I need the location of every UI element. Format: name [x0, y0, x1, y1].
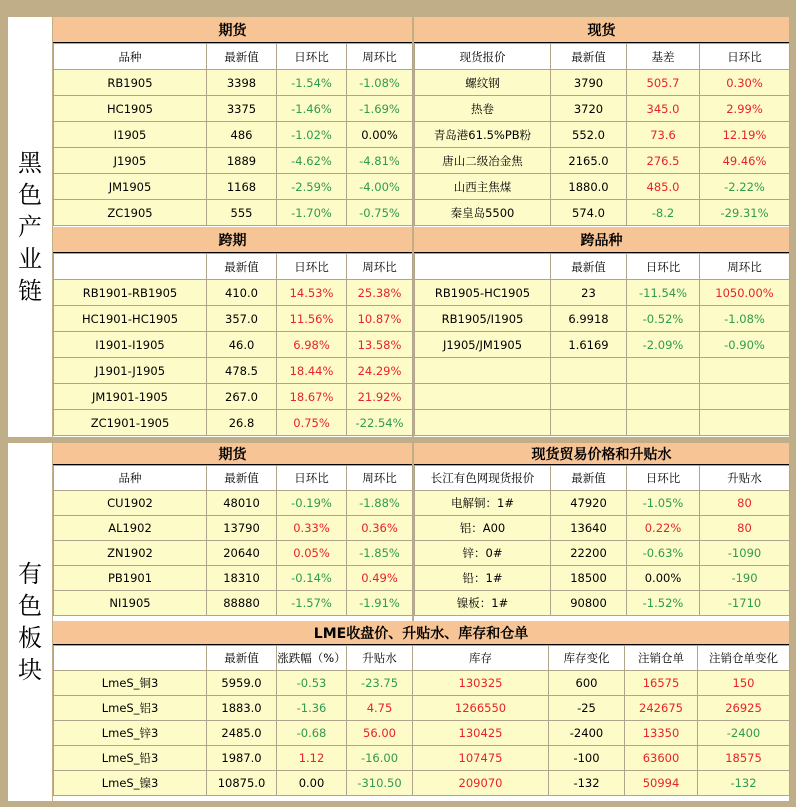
table-cell: 276.5	[627, 148, 700, 174]
table-cell: -190	[700, 566, 790, 591]
column-header-row	[415, 466, 790, 491]
table-row	[54, 566, 413, 591]
table-cell: 18575	[698, 746, 790, 771]
table-cell	[700, 410, 790, 436]
column-header: 周环比	[347, 466, 413, 491]
table-cell: -0.53	[277, 671, 347, 696]
table-cell: 90800	[551, 591, 627, 616]
column-header: 最新值	[207, 646, 277, 671]
table-cell: -2.22%	[700, 174, 790, 200]
column-header: 升贴水	[347, 646, 413, 671]
table-cell: 秦皇岛5500	[415, 200, 551, 226]
table-row	[54, 384, 413, 410]
column-header: 日环比	[277, 466, 347, 491]
column-header: 升贴水	[700, 466, 790, 491]
table-cell: -0.19%	[277, 491, 347, 516]
table-cell: J1901-J1905	[54, 358, 207, 384]
side-label-char: 块	[18, 656, 42, 684]
side-label-char: 色	[18, 592, 42, 620]
column-header: 周环比	[347, 254, 413, 280]
table-cell: 0.00	[277, 771, 347, 796]
table-cell: -1.52%	[627, 591, 700, 616]
table-cell	[415, 384, 551, 410]
table-cell: 21.92%	[347, 384, 413, 410]
column-header	[415, 254, 551, 280]
table-cell: -1.02%	[277, 122, 347, 148]
table-cell: 0.22%	[627, 516, 700, 541]
table-cell: -1.57%	[277, 591, 347, 616]
cross-variety-section-title: 跨品种	[414, 227, 789, 253]
table-cell: -22.54%	[347, 410, 413, 436]
table-row	[54, 721, 790, 746]
table-cell	[627, 410, 700, 436]
table-cell: 25.38%	[347, 280, 413, 306]
table-cell: NI1905	[54, 591, 207, 616]
nonferrous-futures-table	[53, 465, 413, 616]
table-cell: 478.5	[207, 358, 277, 384]
table-cell: 11.56%	[277, 306, 347, 332]
table-cell: HC1901-HC1905	[54, 306, 207, 332]
table-cell: 6.98%	[277, 332, 347, 358]
table-cell: 12.19%	[700, 122, 790, 148]
table-cell: -1.91%	[347, 591, 413, 616]
table-cell: 0.49%	[347, 566, 413, 591]
table-cell: 13350	[625, 721, 698, 746]
table-cell: -0.14%	[277, 566, 347, 591]
table-cell: 46.0	[207, 332, 277, 358]
table-cell: 80	[700, 516, 790, 541]
column-header: 最新值	[207, 254, 277, 280]
table-cell: 13640	[551, 516, 627, 541]
lme-section-title: LME收盘价、升贴水、库存和仓单	[53, 621, 789, 645]
table-cell: 267.0	[207, 384, 277, 410]
table-cell: 锌：0#	[415, 541, 551, 566]
table-cell: -1.85%	[347, 541, 413, 566]
table-cell: PB1901	[54, 566, 207, 591]
table-cell: -16.00	[347, 746, 413, 771]
column-header-row	[54, 254, 413, 280]
side-label-char: 产	[18, 213, 42, 241]
table-cell: -1.54%	[277, 70, 347, 96]
column-header: 库存	[413, 646, 549, 671]
table-cell: -1710	[700, 591, 790, 616]
table-cell: 铅：1#	[415, 566, 551, 591]
table-cell: 3375	[207, 96, 277, 122]
side-label-char: 黑	[18, 149, 42, 177]
table-cell: 2.99%	[700, 96, 790, 122]
column-header: 周环比	[347, 44, 413, 70]
column-header: 日环比	[700, 44, 790, 70]
table-cell: 13.58%	[347, 332, 413, 358]
column-header: 日环比	[277, 254, 347, 280]
table-row	[415, 332, 790, 358]
table-cell: J1905/JM1905	[415, 332, 551, 358]
table-cell: -1.70%	[277, 200, 347, 226]
table-cell: 485.0	[627, 174, 700, 200]
column-header: 最新值	[207, 44, 277, 70]
table-row	[415, 306, 790, 332]
table-cell: 18.67%	[277, 384, 347, 410]
table-row	[54, 671, 790, 696]
column-header: 日环比	[627, 466, 700, 491]
table-cell: 150	[698, 671, 790, 696]
table-cell: 80	[700, 491, 790, 516]
table-row	[54, 591, 413, 616]
table-cell: -2.59%	[277, 174, 347, 200]
table-cell: 镍板：1#	[415, 591, 551, 616]
nonferrous-side-label	[8, 443, 52, 801]
table-cell: 24.29%	[347, 358, 413, 384]
table-cell: 49.46%	[700, 148, 790, 174]
column-header: 最新值	[207, 466, 277, 491]
table-row	[54, 148, 413, 174]
table-cell: 热卷	[415, 96, 551, 122]
table-cell: ZN1902	[54, 541, 207, 566]
table-cell: -2400	[549, 721, 625, 746]
table-cell: LmeS_铜3	[54, 671, 207, 696]
column-header: 日环比	[627, 254, 700, 280]
table-cell: HC1905	[54, 96, 207, 122]
table-cell: I1905	[54, 122, 207, 148]
table-cell: 26.8	[207, 410, 277, 436]
table-cell: 107475	[413, 746, 549, 771]
side-label-char: 业	[18, 245, 42, 273]
table-cell: ZC1905	[54, 200, 207, 226]
table-cell: 螺纹钢	[415, 70, 551, 96]
nonferrous-spot-table	[414, 465, 790, 616]
column-header-row	[54, 646, 790, 671]
table-row	[415, 358, 790, 384]
nonferrous-block	[0, 437, 796, 807]
table-cell: 130325	[413, 671, 549, 696]
table-cell: 73.6	[627, 122, 700, 148]
table-cell: CU1902	[54, 491, 207, 516]
column-header: 周环比	[700, 254, 790, 280]
table-cell: -4.62%	[277, 148, 347, 174]
table-row	[415, 280, 790, 306]
table-cell: 2165.0	[551, 148, 627, 174]
table-row	[415, 174, 790, 200]
table-row	[54, 96, 413, 122]
table-cell: RB1905	[54, 70, 207, 96]
table-cell: 600	[549, 671, 625, 696]
column-header: 最新值	[551, 466, 627, 491]
table-row	[415, 70, 790, 96]
table-cell: 6.9918	[551, 306, 627, 332]
nf-spot-section-title: 现货贸易价格和升贴水	[414, 443, 789, 465]
table-cell: RB1901-RB1905	[54, 280, 207, 306]
column-header-row	[54, 44, 413, 70]
table-cell: 1050.00%	[700, 280, 790, 306]
column-header-row	[54, 466, 413, 491]
table-cell: LmeS_铝3	[54, 696, 207, 721]
table-cell: 47920	[551, 491, 627, 516]
lme-table	[53, 645, 790, 796]
table-cell: JM1905	[54, 174, 207, 200]
table-cell: 0.33%	[277, 516, 347, 541]
table-cell: I1901-I1905	[54, 332, 207, 358]
table-cell: 1883.0	[207, 696, 277, 721]
table-cell: 1168	[207, 174, 277, 200]
table-row	[54, 491, 413, 516]
table-cell: 574.0	[551, 200, 627, 226]
table-cell: 电解铜：1#	[415, 491, 551, 516]
nonferrous-tables	[53, 443, 789, 801]
table-row	[54, 516, 413, 541]
column-header: 注销仓单	[625, 646, 698, 671]
table-row	[54, 332, 413, 358]
table-cell: 88880	[207, 591, 277, 616]
table-cell: 242675	[625, 696, 698, 721]
table-row	[54, 122, 413, 148]
table-cell: LmeS_铅3	[54, 746, 207, 771]
column-header-row	[415, 254, 790, 280]
nf-futures-section-title: 期货	[53, 443, 412, 465]
table-cell: 1987.0	[207, 746, 277, 771]
table-cell: 青岛港61.5%PB粉	[415, 122, 551, 148]
table-row	[415, 384, 790, 410]
table-cell: -0.90%	[700, 332, 790, 358]
table-cell: 505.7	[627, 70, 700, 96]
table-cell: AL1902	[54, 516, 207, 541]
table-row	[415, 122, 790, 148]
table-cell: 2485.0	[207, 721, 277, 746]
table-cell: 209070	[413, 771, 549, 796]
table-cell	[700, 358, 790, 384]
table-row	[54, 771, 790, 796]
table-cell: -4.81%	[347, 148, 413, 174]
table-row	[54, 696, 790, 721]
table-cell: -310.50	[347, 771, 413, 796]
table-cell: -1.08%	[347, 70, 413, 96]
column-header: 品种	[54, 466, 207, 491]
table-cell: 357.0	[207, 306, 277, 332]
side-label-char: 链	[18, 277, 42, 305]
column-header: 最新值	[551, 44, 627, 70]
table-cell: -1.46%	[277, 96, 347, 122]
table-cell: 0.00%	[627, 566, 700, 591]
table-cell	[415, 410, 551, 436]
table-cell: 16575	[625, 671, 698, 696]
table-cell: 1.6169	[551, 332, 627, 358]
table-row	[415, 148, 790, 174]
table-cell: 0.36%	[347, 516, 413, 541]
table-cell: -1.69%	[347, 96, 413, 122]
column-header: 日环比	[277, 44, 347, 70]
black-cross-variety-table	[414, 253, 790, 436]
column-header: 基差	[627, 44, 700, 70]
table-cell: 0.30%	[700, 70, 790, 96]
futures-section-title: 期货	[53, 17, 412, 43]
table-cell: 22200	[551, 541, 627, 566]
table-cell: -25	[549, 696, 625, 721]
calendar-spread-section-title: 跨期	[53, 227, 412, 253]
table-cell: 3790	[551, 70, 627, 96]
column-header: 最新值	[551, 254, 627, 280]
table-cell	[551, 384, 627, 410]
column-header: 涨跌幅（%）	[277, 646, 347, 671]
column-header: 现货报价	[415, 44, 551, 70]
table-cell: 130425	[413, 721, 549, 746]
table-row	[54, 358, 413, 384]
table-cell: 1880.0	[551, 174, 627, 200]
table-cell: 10.87%	[347, 306, 413, 332]
column-header: 注销仓单变化	[698, 646, 790, 671]
table-cell: -8.2	[627, 200, 700, 226]
black-calendar-spread-table	[53, 253, 413, 436]
table-row	[54, 200, 413, 226]
column-header	[54, 646, 207, 671]
table-cell: 555	[207, 200, 277, 226]
table-row	[54, 541, 413, 566]
column-header: 长江有色网现货报价	[415, 466, 551, 491]
table-cell: J1905	[54, 148, 207, 174]
table-cell: -132	[698, 771, 790, 796]
black-futures-table	[53, 43, 413, 226]
black-chain-tables	[53, 17, 789, 437]
black-chain-side-label	[8, 17, 52, 437]
table-cell: 18.44%	[277, 358, 347, 384]
table-cell: 18500	[551, 566, 627, 591]
table-row	[54, 306, 413, 332]
table-row	[415, 96, 790, 122]
table-cell: -100	[549, 746, 625, 771]
table-cell: 1.12	[277, 746, 347, 771]
table-cell: 345.0	[627, 96, 700, 122]
table-cell: -1090	[700, 541, 790, 566]
column-header: 库存变化	[549, 646, 625, 671]
table-cell	[627, 358, 700, 384]
table-cell: -1.08%	[700, 306, 790, 332]
table-cell: -1.05%	[627, 491, 700, 516]
table-cell: 23	[551, 280, 627, 306]
table-row	[415, 566, 790, 591]
table-cell: 3398	[207, 70, 277, 96]
table-cell: -11.54%	[627, 280, 700, 306]
table-cell: 3720	[551, 96, 627, 122]
table-cell	[415, 358, 551, 384]
table-cell: -132	[549, 771, 625, 796]
table-cell: -29.31%	[700, 200, 790, 226]
side-label-char: 色	[18, 181, 42, 209]
table-row	[54, 174, 413, 200]
table-cell: 20640	[207, 541, 277, 566]
table-cell: 0.00%	[347, 122, 413, 148]
table-cell: -23.75	[347, 671, 413, 696]
table-cell: 0.05%	[277, 541, 347, 566]
table-cell: 48010	[207, 491, 277, 516]
table-row	[415, 541, 790, 566]
table-cell: 铝：A00	[415, 516, 551, 541]
table-cell: 1889	[207, 148, 277, 174]
table-cell: 10875.0	[207, 771, 277, 796]
table-cell: -1.36	[277, 696, 347, 721]
column-header-row	[415, 44, 790, 70]
table-cell	[551, 358, 627, 384]
table-cell: -2400	[698, 721, 790, 746]
table-cell: 0.75%	[277, 410, 347, 436]
table-cell: 14.53%	[277, 280, 347, 306]
side-label-char: 板	[18, 624, 42, 652]
table-row	[54, 410, 413, 436]
table-cell: JM1901-1905	[54, 384, 207, 410]
table-cell: 山西主焦煤	[415, 174, 551, 200]
black-spot-table	[414, 43, 790, 226]
table-cell: 18310	[207, 566, 277, 591]
table-cell: LmeS_镍3	[54, 771, 207, 796]
table-cell: 唐山二级冶金焦	[415, 148, 551, 174]
table-cell: ZC1901-1905	[54, 410, 207, 436]
table-cell: 4.75	[347, 696, 413, 721]
table-cell	[551, 410, 627, 436]
table-row	[415, 491, 790, 516]
table-row	[415, 516, 790, 541]
table-cell: 410.0	[207, 280, 277, 306]
column-header: 品种	[54, 44, 207, 70]
table-cell: -1.88%	[347, 491, 413, 516]
table-row	[54, 280, 413, 306]
table-cell: LmeS_锌3	[54, 721, 207, 746]
table-row	[415, 200, 790, 226]
table-cell: 26925	[698, 696, 790, 721]
table-cell: 486	[207, 122, 277, 148]
table-cell: -0.52%	[627, 306, 700, 332]
table-cell: 56.00	[347, 721, 413, 746]
table-cell: -0.63%	[627, 541, 700, 566]
table-cell: 1266550	[413, 696, 549, 721]
table-cell: 50994	[625, 771, 698, 796]
table-row	[415, 410, 790, 436]
table-cell: -2.09%	[627, 332, 700, 358]
table-cell: 5959.0	[207, 671, 277, 696]
table-row	[415, 591, 790, 616]
table-row	[54, 70, 413, 96]
spot-section-title: 现货	[414, 17, 789, 43]
table-cell: 13790	[207, 516, 277, 541]
table-cell	[700, 384, 790, 410]
table-cell: RB1905-HC1905	[415, 280, 551, 306]
table-row	[54, 746, 790, 771]
table-cell: -0.68	[277, 721, 347, 746]
column-header	[54, 254, 207, 280]
table-cell: -4.00%	[347, 174, 413, 200]
table-cell: -0.75%	[347, 200, 413, 226]
table-cell: 63600	[625, 746, 698, 771]
table-cell: 552.0	[551, 122, 627, 148]
table-cell: RB1905/I1905	[415, 306, 551, 332]
side-label-char: 有	[18, 560, 42, 588]
table-cell	[627, 384, 700, 410]
